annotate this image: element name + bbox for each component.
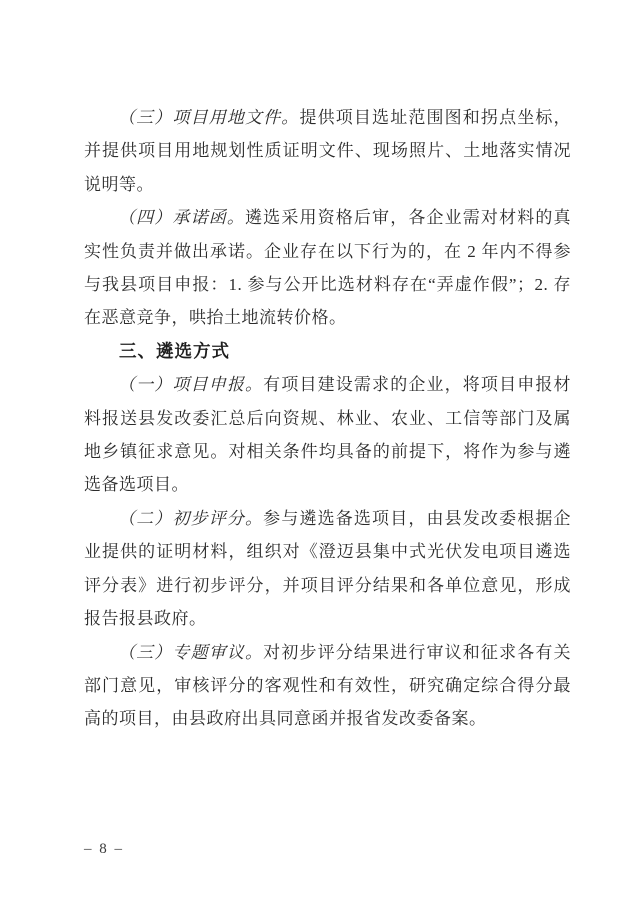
paragraph-project-application xyxy=(84,368,571,502)
paragraph-body: 有项目建设需求的企业，将项目申报材料报送县发改委汇总后向资规、林业、农业、工信等部门及属地乡镇征求意见。对相关条件均具备的前提下，将作为参与遴选备选项目。 xyxy=(84,375,572,495)
document-body xyxy=(84,101,571,736)
paragraph-lead: （一）项目申报。 xyxy=(118,375,264,395)
paragraph-lead: （三）项目用地文件。 xyxy=(118,108,300,127)
page-number: – 8 – xyxy=(84,841,124,857)
paragraph-body: 参与遴选备选项目，由县发改委根据企业提供的证明材料，组织对《澄迈县集中式光伏发电项目遴选评分表》进行初步评分，并项目评分结果和各单位意见，形成报告报县政府。 xyxy=(84,508,572,629)
paragraph-body: 遴选采用资格后审，各企业需对材料的真实性负责并做出承诺。企业存在以下行为的，在 2 年内不得参与我县项目申报：1. 参与公开比选材料存在“弄虚作假”；2. 存在恶意竞争，哄抬土地流转价格。 xyxy=(84,208,572,328)
paragraph-body: 对初步评分结果进行审议和征求各有关部门意见，审核评分的客观性和有效性，研究确定综合得分最高的项目，由县政府出具同意函并报省发改委备案。 xyxy=(84,642,572,729)
paragraph-special-review xyxy=(84,636,571,736)
paragraph-lead: （二）初步评分。 xyxy=(118,508,264,528)
paragraph-preliminary-scoring xyxy=(84,502,571,636)
section-heading-selection-method: 三、遴选方式 xyxy=(119,340,230,361)
paragraph-lead: （三）专题审议。 xyxy=(118,642,264,662)
paragraph-body: 提供项目选址范围图和拐点坐标，并提供项目用地规划性质证明文件、现场照片、土地落实情况说明等。 xyxy=(84,108,572,194)
paragraph-commitment-letter xyxy=(84,201,571,335)
paragraph-land-documents xyxy=(84,101,571,201)
paragraph-lead: （四）承诺函。 xyxy=(118,208,246,228)
